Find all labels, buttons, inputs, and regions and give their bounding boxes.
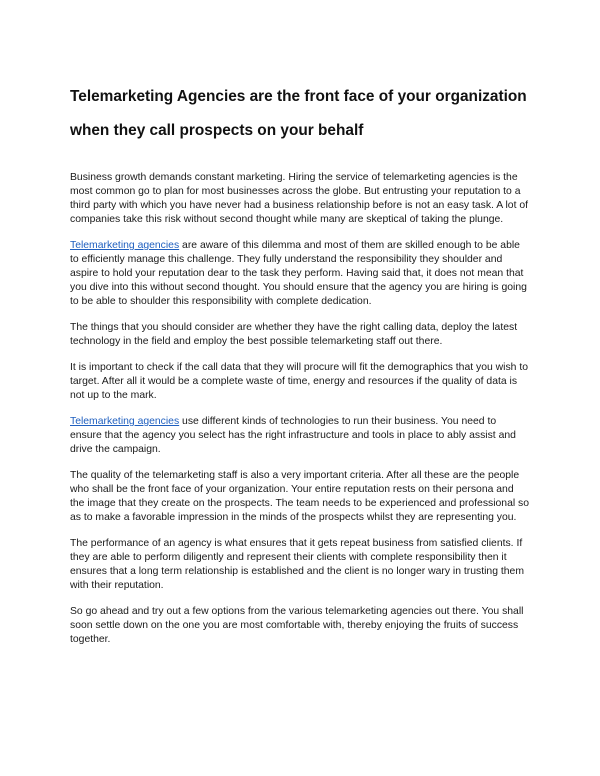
paragraph-text: The things that you should consider are whether they have the right calling data, deploy the latest technology in the field and employ the best possible telemarketing staff out there. <box>70 322 518 347</box>
paragraph-conclusion <box>70 605 530 647</box>
paragraph-dilemma <box>70 239 530 309</box>
telemarketing-agencies-link[interactable]: Telemarketing agencies <box>70 240 180 251</box>
paragraph-text: It is important to check if the call data that they will procure will fit the demographics that you wish to target. After all it would be a complete waste of time, energy and resources if the quality of data is not up to the mark. <box>70 362 528 401</box>
paragraph-call-data <box>70 361 530 403</box>
paragraph-considerations <box>70 321 530 349</box>
paragraph-performance <box>70 537 530 593</box>
paragraph-text: are aware of this dilemma and most of them are skilled enough to be able to efficiently manage this challenge. They fully understand the responsibility they shoulder and aspire to hold your reputation dear to the task they perform. Having said that, it does not mean that you dive into this without second thought. You should ensure that the agency you are hiring is going to be able to shoulder this responsibility with complete dedication. <box>70 240 527 307</box>
paragraph-text: Business growth demands constant marketing. Hiring the service of telemarketing agencies is the most common go to plan for most businesses across the globe. But entrusting your reputation to a third party with which you have never had a business relationship before is not an easy task. A lot of companies take this risk without second thought while many are skeptical of taking the plunge. <box>70 172 529 225</box>
paragraph-staff-quality <box>70 469 530 525</box>
paragraph-text: use different kinds of technologies to run their business. You need to ensure that the agency you select has the right infrastructure and tools in place to ably assist and drive the campaign. <box>70 416 516 455</box>
document-page <box>70 80 530 659</box>
paragraph-intro <box>70 171 530 227</box>
paragraph-text: The performance of an agency is what ensures that it gets repeat business from satisfied clients. If they are able to perform diligently and represent their clients with complete responsibility then it ensures that a long term relationship is established and the client is no longer wary in trusting them with their reputation. <box>70 538 524 591</box>
telemarketing-agencies-link[interactable]: Telemarketing agencies <box>70 416 180 427</box>
paragraph-text: The quality of the telemarketing staff is also a very important criteria. After all these are the people who shall be the front face of your organization. Your entire reputation rests on their persona and the image that they create on the prospects. The team needs to be experienced and professional so as to make a favorable impression in the minds of the prospects whilst they are representing you. <box>70 470 530 523</box>
paragraph-text: So go ahead and try out a few options from the various telemarketing agencies out there. You shall soon settle down on the one you are most comfortable with, thereby enjoying the fruits of success together. <box>70 606 524 645</box>
paragraph-technology <box>70 415 530 457</box>
document-title: Telemarketing Agencies are the front face of your organization when they call prospects on your behalf <box>70 88 527 139</box>
